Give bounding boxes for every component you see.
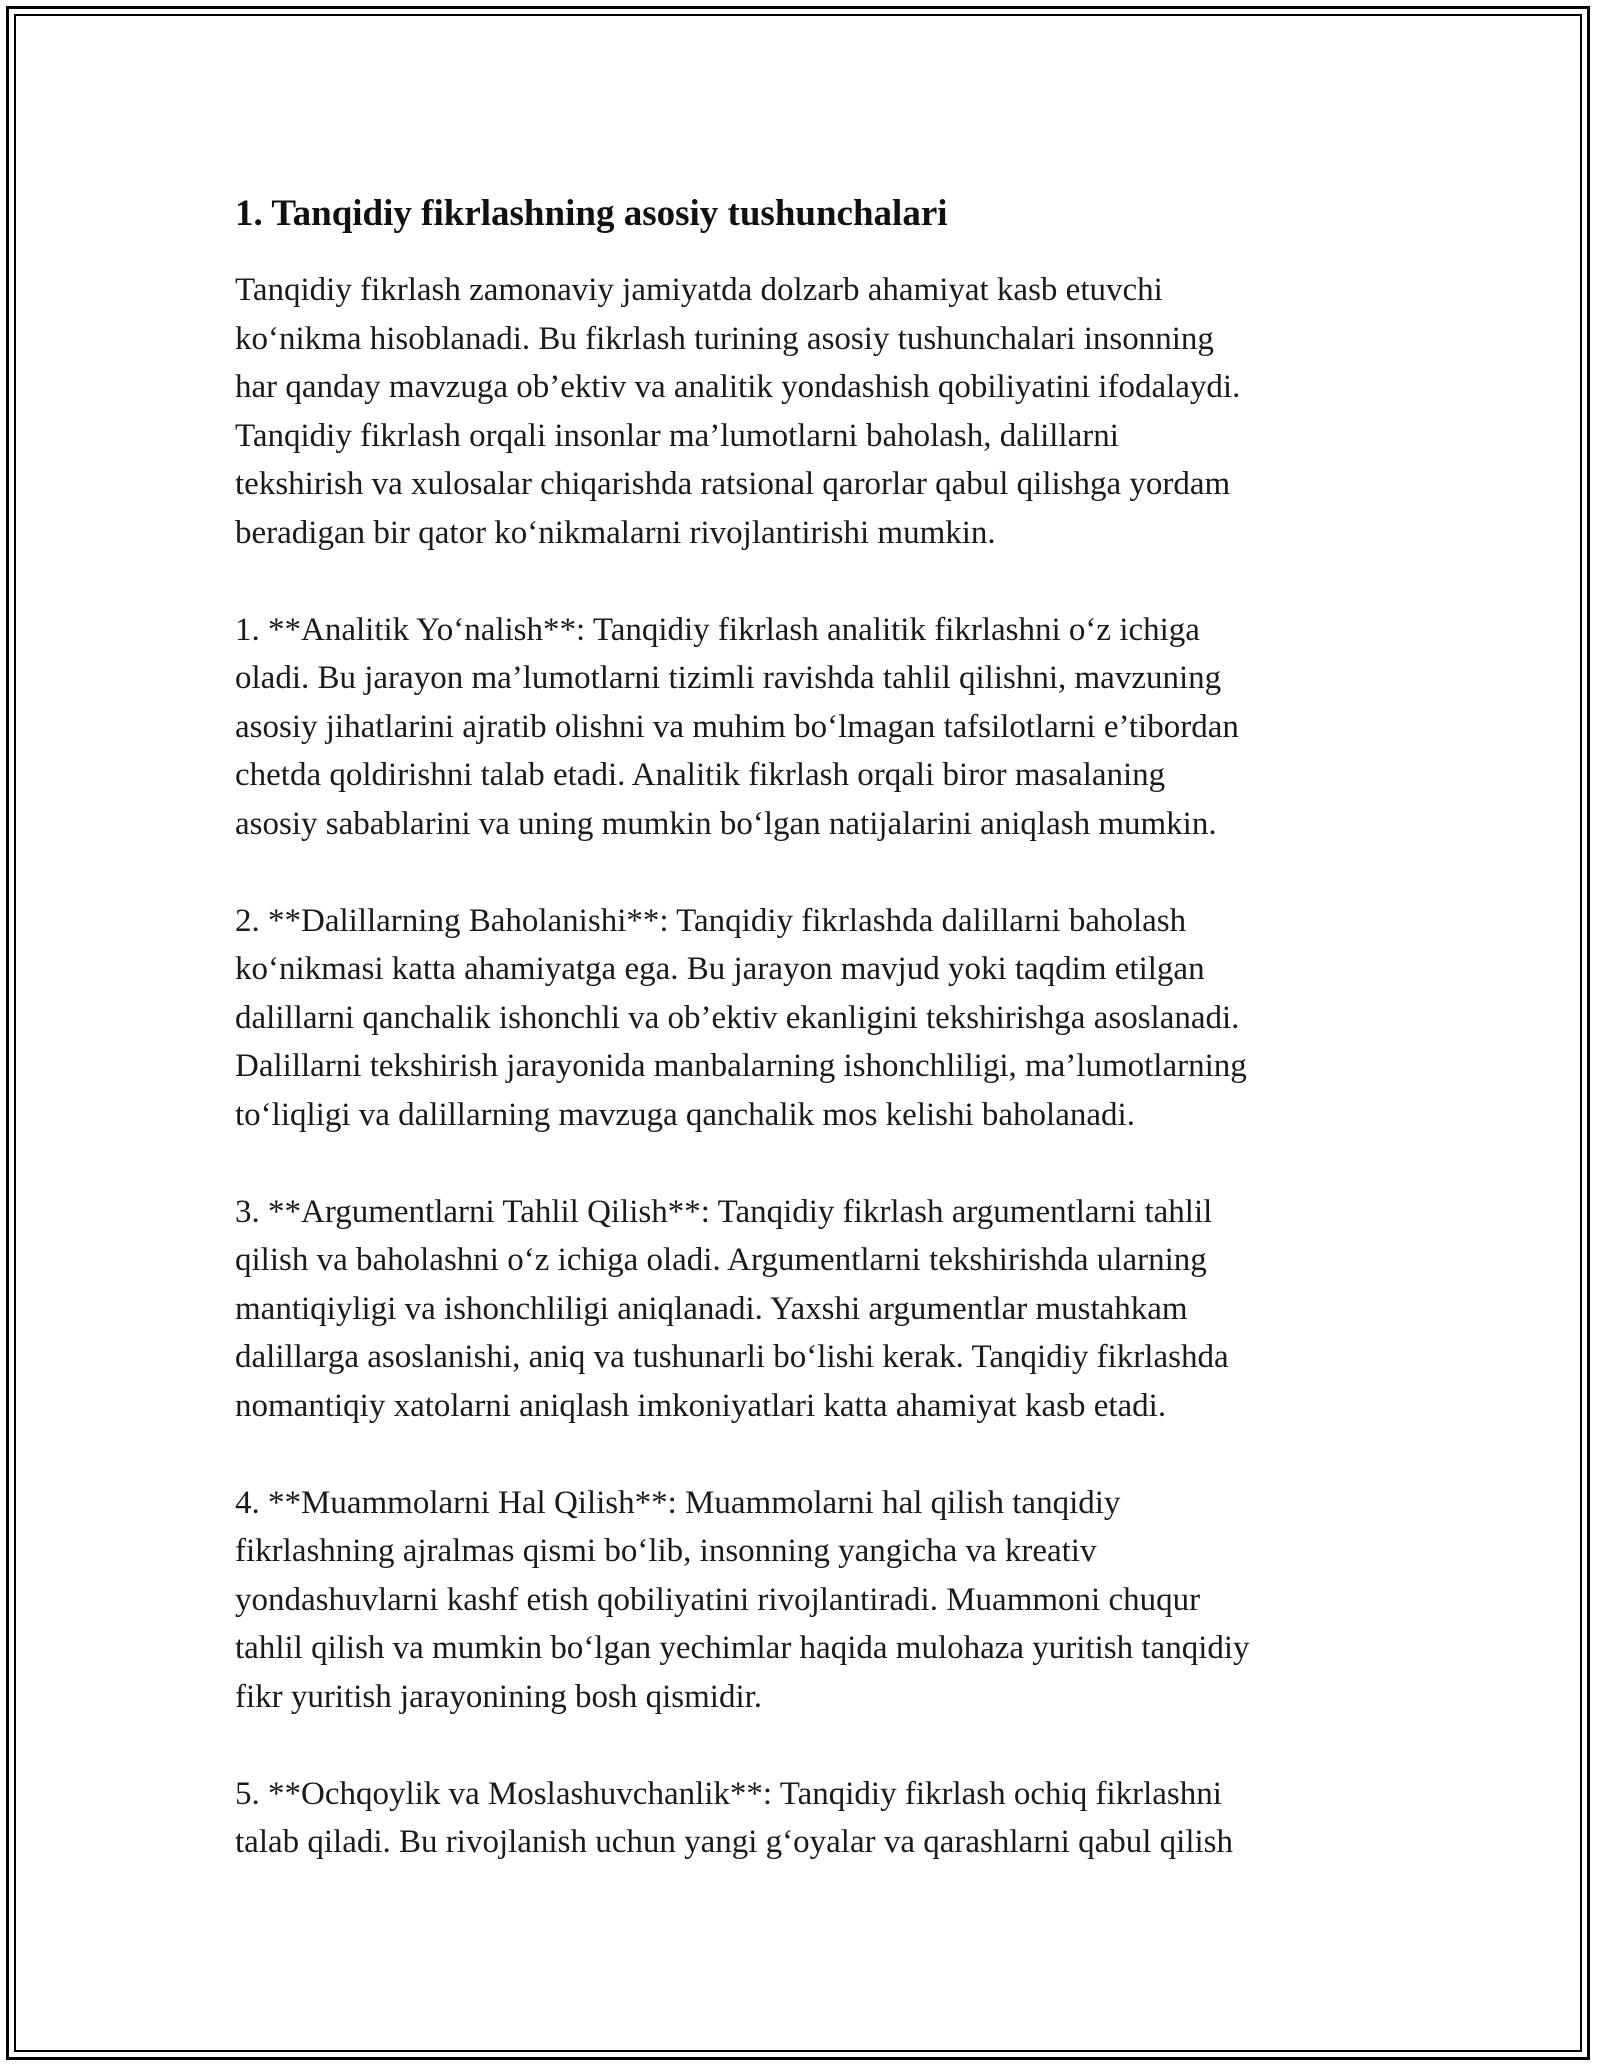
document-title: 1. Tanqidiy fikrlashning asosiy tushunchalari (235, 193, 948, 234)
paragraph-line: 1. **Analitik Yo‘nalish**: Tanqidiy fikrlash analitik fikrlashni o‘z ichiga (235, 611, 1200, 648)
document-page (235, 186, 1385, 1915)
paragraph-line: 5. **Ochqoylik va Moslashuvchanlik**: Tanqidiy fikrlash ochiq fikrlashni (235, 1775, 1222, 1812)
paragraph-line: chetda qoldirishni talab etadi. Analitik fikrlash orqali biror masalaning (235, 757, 1166, 793)
paragraph-line: 4. **Muammolarni Hal Qilish**: Muammolarni hal qilish tanqidiy (235, 1484, 1121, 1521)
body-paragraph (235, 897, 1385, 1140)
paragraph-line: oladi. Bu jarayon ma’lumotlarni tizimli ravishda tahlil qilishni, mavzuning (235, 660, 1222, 696)
paragraph-line: Dalillarni tekshirish jarayonida manbalarning ishonchliligi, ma’lumotlarning (235, 1048, 1247, 1084)
body-paragraph (235, 266, 1385, 557)
document-body (235, 266, 1385, 1867)
paragraph-line: Tanqidiy fikrlash zamonaviy jamiyatda dolzarb ahamiyat kasb etuvchi (235, 272, 1163, 308)
paragraph-line: fikrlashning ajralmas qismi bo‘lib, insonning yangicha va kreativ (235, 1533, 1097, 1569)
body-paragraph (235, 606, 1385, 849)
paragraph-line: 3. **Argumentlarni Tahlil Qilish**: Tanqidiy fikrlash argumentlarni tahlil (235, 1193, 1213, 1230)
paragraph-line: tekshirish va xulosalar chiqarishda ratsional qarorlar qabul qilishga yordam (235, 466, 1231, 502)
paragraph-line: qilish va baholashni o‘z ichiga oladi. Argumentlarni tekshirishda ularning (235, 1242, 1207, 1278)
paragraph-line: asosiy sabablarini va uning mumkin bo‘lgan natijalarini aniqlash mumkin. (235, 805, 1217, 842)
paragraph-line: mantiqiyligi va ishonchliligi aniqlanadi. Yaxshi argumentlar mustahkam (235, 1290, 1188, 1327)
paragraph-line: ko‘nikma hisoblanadi. Bu fikrlash turining asosiy tushunchalari insonning (235, 320, 1214, 357)
paragraph-line: 2. **Dalillarning Baholanishi**: Tanqidiy fikrlashda dalillarni baholash (235, 902, 1187, 939)
paragraph-line: yondashuvlarni kashf etish qobiliyatini rivojlantiradi. Muammoni chuqur (235, 1581, 1201, 1618)
paragraph-line: nomantiqiy xatolarni aniqlash imkoniyatlari katta ahamiyat kasb etadi. (235, 1387, 1167, 1424)
paragraph-line: to‘liqligi va dalillarning mavzuga qanchalik mos kelishi baholanadi. (235, 1096, 1135, 1133)
paragraph-line: dalillarni qanchalik ishonchli va ob’ektiv ekanligini tekshirishga asoslanadi. (235, 999, 1240, 1036)
paragraph-line: fikr yuritish jarayonining bosh qismidir. (235, 1678, 763, 1715)
paragraph-line: har qanday mavzuga ob’ektiv va analitik yondashish qobiliyatini ifodalaydi. (235, 369, 1241, 405)
paragraph-line: ko‘nikmasi katta ahamiyatga ega. Bu jarayon mavjud yoki taqdim etilgan (235, 951, 1205, 987)
body-paragraph (235, 1479, 1385, 1722)
paragraph-line: dalillarga asoslanishi, aniq va tushunarli bo‘lishi kerak. Tanqidiy fikrlashda (235, 1339, 1229, 1375)
paragraph-line: talab qiladi. Bu rivojlanish uchun yangi g‘oyalar va qarashlarni qabul qilish (235, 1824, 1234, 1860)
body-paragraph (235, 1770, 1385, 1867)
paragraph-line: tahlil qilish va mumkin bo‘lgan yechimlar haqida mulohaza yuritish tanqidiy (235, 1630, 1250, 1666)
paragraph-line: Tanqidiy fikrlash orqali insonlar ma’lumotlarni baholash, dalillarni (235, 417, 1119, 454)
paragraph-line: asosiy jihatlarini ajratib olishni va muhim bo‘lmagan tafsilotlarni e’tibordan (235, 708, 1239, 745)
body-paragraph (235, 1188, 1385, 1431)
paragraph-line: beradigan bir qator ko‘nikmalarni rivojlantirishi mumkin. (235, 514, 996, 551)
